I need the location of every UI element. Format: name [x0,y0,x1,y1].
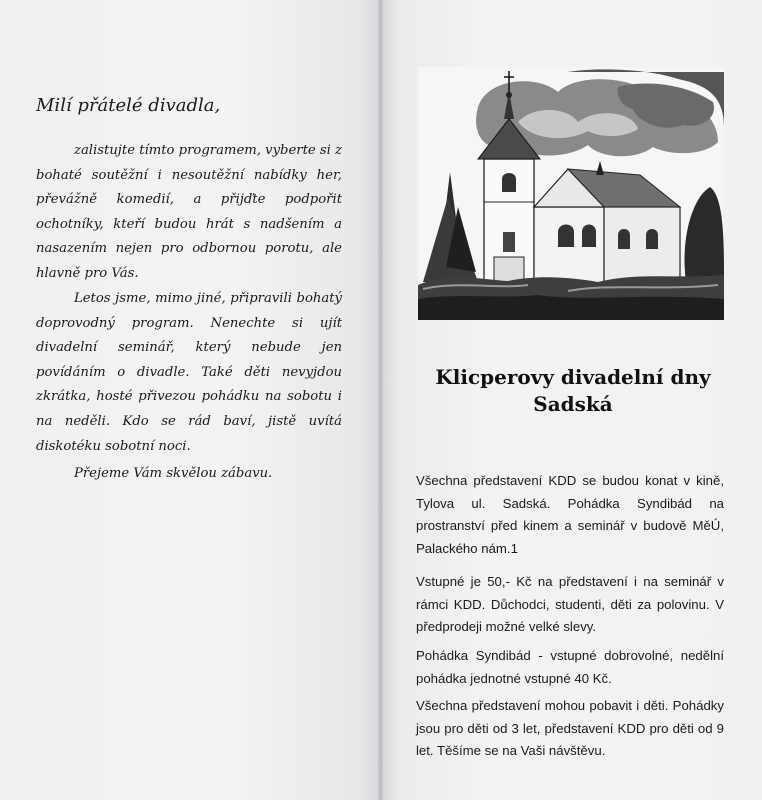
closing-line [36,462,342,487]
closing-text: Přejeme Vám skvělou zábavu. [74,466,273,481]
paragraph-invitation [36,139,342,287]
title-line-1: Klicperovy divadelní dny [435,365,711,389]
greeting: Milí přátelé divadla, [36,95,221,116]
title-line-2: Sadská [533,392,613,416]
festival-title [384,364,762,418]
info-fairy-tale: Pohádka Syndibád - vstupné dobrovolné, nedělní pohádka jednotné vstupné 40 Kč. [416,648,724,686]
info-children: Všechna představení mohou pobavit i děti. Pohádky jsou pro děti od 3 let, představení KDD pro děti od 9 let. Těšíme se na Vaši návštěvu. [416,698,724,758]
info-venues: Všechna představení KDD se budou konat v kině, Tylova ul. Sadská. Pohádka Syndibád na prostranství před kinem a seminář v budově MěÚ, Palackého nám.1 [416,473,724,556]
paragraph-program-text: Letos jsme, mimo jiné, připravili bohatý doprovodný program. Nenechte si ujít divadelní seminář, který nebude jen povídáním o divadle. Také děti nevyjdou zkrátka, hosté přivezou pohádku na sobotu i na neděli. Kdo se rád baví, jistě uvítá diskotéku sobotní noci. [36,291,342,454]
church-illustration [418,67,724,320]
left-page [0,0,380,800]
paragraph-program [36,287,342,459]
info-admission: Vstupné je 50,- Kč na představení i na seminář v rámci KDD. Důchodci, studenti, děti za polovinu. V předprodeji možné velké slevy. [416,574,724,634]
paragraph-invitation-text: zalistujte tímto programem, vyberte si z bohaté soutěžní i nesoutěžní nabídky her, převážně komedií, a přijďte podpořit ochotníky, kteří budou hrát s nadšením a nasazením nejen pro odbornou porotu, ale hlavně pro Vás. [36,143,343,281]
